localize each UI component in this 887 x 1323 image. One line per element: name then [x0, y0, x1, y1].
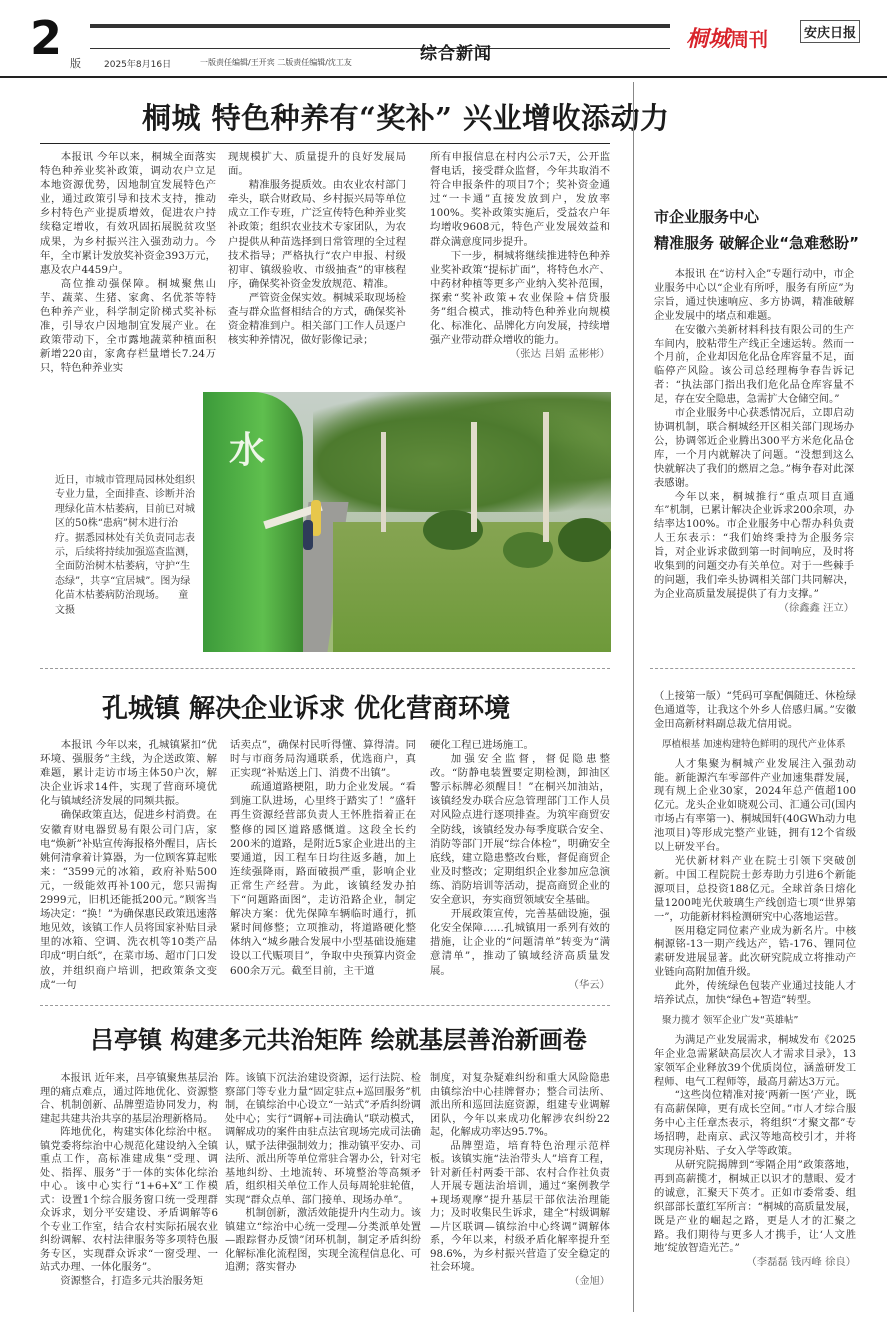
news-photo — [203, 392, 611, 652]
byline: （李磊磊 钱丙峰 徐良） — [746, 1256, 856, 1269]
article1-col3 — [430, 150, 610, 361]
section-title: 综合新闻 — [420, 44, 492, 64]
paragraph: 确保政策直达，促进乡村消费。在安徽育财电器贸易有限公司门店，家电“焕新”补贴宣传海报格外醒目，店长姚何清拿着计算器，为一位顾客算起账来：“3599元的冰箱，政府补贴500元，一级能效再补100元，您只需掏2999元，旧机还能抵200元。”顾客当场决定：“换！”为确保惠民政策迅速落地见效，该镇工作人员将国家补贴目录里的冰箱、空调、洗衣机等10类产品印成“明白纸”，在菜市场、超市门口发放，并组织商户培训，把政策条文变成“一句 — [40, 809, 217, 991]
paragraph: 现规模扩大、质量提升的良好发展局面。 — [228, 151, 406, 178]
paragraph: 机制创新，激活效能提升内生动力。该镇建立“综治中心统一受理—分类派单处置—跟踪督办反馈”闭环机制，制定矛盾纠纷化解标准化流程图，实现全流程信息化、可追溯；落实督办 — [225, 1208, 421, 1273]
worker — [303, 520, 313, 550]
article2-col1 — [40, 738, 217, 992]
sidebar2-body — [654, 690, 856, 1270]
byline: （华云） — [568, 978, 610, 991]
paragraph: 医用稳定同位素产业成为新名片。中核桐源铭-13一期产线达产，锆-176、锂同位素研发进展显著。此次研究院成立将推动产业链向高附加值升级。 — [654, 924, 856, 979]
brand-name: 桐城 — [686, 26, 731, 52]
paragraph: 高位推动强保障。桐城聚焦山芋、蔬菜、生猪、家禽、名优茶等特色种养产业，科学制定阶梯式奖补标准，引导农户因地制宜发展产业。在政策带动下，全市露地蔬菜种植面积新增220亩，家禽存栏量增长7.24万只，特色种养业实 — [40, 277, 216, 375]
paragraph: 光伏新材料产业在院士引领下突破创新。中国工程院院士彭寿助力引进6个新能源项目，总投资188亿元。全球首条日熔化量1200吨光伏玻璃生产线创造七项“世界第一”，功能新材料检测研究中心落地运营。 — [654, 854, 856, 923]
sidebar1-title-line1: 市企业服务中心 — [654, 208, 760, 226]
paragraph: 本报讯 在“访村入企”专题行动中，市企业服务中心以“企业有所呼，服务有所应”为宗旨，通过快速响应、多方协调，精准破解企业发展中的堵点和难题。 — [654, 268, 854, 322]
masthead-underline — [0, 76, 887, 78]
article1-headline: 桐城 特色种养有“奖补” 兴业增收添动力 — [142, 101, 670, 135]
article1-rule — [40, 143, 610, 144]
article3-col3 — [430, 1072, 610, 1288]
masthead-rule-bottom — [90, 48, 670, 49]
paragraph: 本报讯 今年以来，孔城镇紧扣“优环境、强服务”主线，为企送政策、解难题，累计走访市场主体50户次，解决企业诉求14件，实现了营商环境优化与镇域经济发展的同频共振。 — [40, 739, 217, 808]
sidebar2-section2-title: 聚力揽才 领军企业广发“英雄帖” — [662, 1014, 799, 1026]
paragraph: 阵。该镇下沉法治建设资源，运行法院、检察部门等专业力量“固定驻点+巡回服务”机制，在镇综治中心设立“一站式”矛盾纠纷调处中心；实行“调解+司法确认”联动模式，调解成功的案件由驻点法官现场完成司法确认，赋予法律强制效力；推动镇平安办、司法所、派出所等单位常驻合署办公，针对宅基地纠纷、土地流转、环境整治等高频矛盾，组织相关单位工作人员每周轮驻轮值，实现“群众点单、部门接单、现场办单”。 — [225, 1073, 421, 1206]
sidebar2-lead: （上接第一版）“凭码可享配偶随迁、休检绿色通道等，让我这个外乡人倍感归属。”安徽金田高新材料副总裁尤信用说。 — [654, 690, 856, 730]
masthead-rule-top — [90, 24, 670, 28]
article3-col1 — [40, 1072, 218, 1288]
article1-col1 — [40, 150, 216, 376]
paragraph: 所有申报信息在村内公示7天，公开监督电话，接受群众监督，今年共取消不符合申报条件的项目7个；奖补资金通过“一卡通”直接发放到户，发放率100%。奖补政策实施后，受益农户年均增收9608元，特色产业发展效益和群众满意度同步提升。 — [430, 151, 610, 248]
paragraph: 本报讯 近年来，吕亭镇聚焦基层治理的痛点难点，通过阵地优化、资源整合、机制创新、品牌塑造协同发力，构建起共建共治共享的基层治理新格局。 — [40, 1073, 218, 1125]
photo-caption — [55, 474, 195, 618]
masthead — [0, 0, 887, 80]
paragraph: 在安徽六美新材料科技有限公司的生产车间内，胶粘带生产线正全速运转。然而一个月前，企业却因危化品仓库容量不足，面临停产风险。该公司总经理梅争春告诉记者：“执法部门指出我们危化品仓库容量不足，存在安全隐患，急需扩大仓储空间。” — [654, 323, 854, 406]
page-unit: 版 — [70, 57, 81, 70]
article3-col2 — [225, 1072, 421, 1275]
paragraph: 从研究院揭牌到“零隔企用”政策落地，再到高薪揽才，桐城正以识才的慧眼、爱才的诚意，汇聚天下英才。正如市委常委、组织部部长董红军所言：“桐城的高质量发展，既是产业的崛起之路，更是人才的汇聚之路。我们期待与更多人才携手，让‘人文胜地’绽放智造光芒。” — [654, 1159, 856, 1255]
sidebar1-title-line2: 精准服务 破解企业“急难愁盼” — [654, 234, 859, 252]
paragraph: 下一步，桐城将继续推进特色种养业奖补政策“提标扩面”，将特色水产、中药材种植等更多产业纳入奖补范围，探索“奖补政策+农业保险+信贷服务”组合模式，推动特色种养业向规模化、标准化、品牌化方向发展，持续增强产业带动群众增收的能力。 — [430, 249, 610, 347]
truck-sign: 水 — [229, 430, 266, 471]
column-divider — [633, 82, 634, 1312]
tree-canopy — [313, 392, 611, 512]
paragraph: 为满足产业发展需求，桐城发布《2025年企业急需紧缺高层次人才需求目录》，13家领军企业释放39个优质岗位，涵盖研发工程师、电气工程师等，最高月薪达3万元。 — [654, 1033, 856, 1088]
brand-logo — [686, 22, 768, 52]
paragraph: 市企业服务中心获悉情况后，立即启动协调机制，联合桐城经开区相关部门现场办公，协调邻近企业腾出300平方米危化品仓库，一个月内就解决了问题。“没想到这么快就解决了我们的燃眉之急。”梅争春对此深表感谢。 — [654, 407, 854, 489]
paragraph: 加强安全监督，督促隐患整改。“防静电装置要定期检测，卸油区警示标牌必须醒目！”在桐兴加油站，该镇经发办联合应急管理部门工作人员对风险点进行逐项排查。为筑牢商贸安全防线，该镇经发办每季度联合安全、消防等部门开展“综合体检”，明确安全底线，建立隐患整改台账，督促商贸企业及时整改；定期组织企业参加应急演练、消防培训等活动，提高商贸企业的安全意识，夯实商贸领域安全基础。 — [430, 753, 610, 907]
paragraph: 疏通道路梗阻，助力企业发展。“看到施工队进场，心里终于踏实了！”盛轩再生资源经营部负责人王怀胜指着正在整修的园区道路感慨道。这段全长约200米的道路，是附近5家企业进出的主要通道，因工程车日均往返多趟，加上连续强降雨，路面破损严重，影响企业正常生产经营。为此，该镇经发办拍下“问题路面图”，走访沿路企业，制定解决方案：优先保障车辆临时通行，抓紧时间修整；立项推动，将道路硬化整体纳入“城乡融合发展中小型基础设施建设以工代赈项目”，争取中央预算内资金600余万元。截至目前，主干道 — [230, 781, 416, 977]
paragraph: 资源整合，打造多元共治服务矩 — [60, 1275, 204, 1287]
paragraph: 今年以来，桐城推行“重点项目直通车”机制，已累计解决企业诉求200余项，办结率达100%。市企业服务中心帮办科负责人王东表示：“我们始终秉持为企服务宗旨，对企业诉求做到第一时间响应，及时将收集到的问题交办有关单位。对于一些棘手的问题，我们牵头协调相关部门共同解决，为企业高质量发展提供了有力支撑。” — [654, 490, 854, 600]
byline: （徐鑫鑫 汪立） — [778, 601, 854, 614]
paragraph: 阵地优化，构建实体化综治中枢。镇党委将综治中心规范化建设纳入全镇重点工作，高标准建成集“受理、调处、指挥、服务”于一体的实体化综治中心。该中心实行“1+6+X”工作模式：设置1个综合服务窗口统一受理群众诉求，划分平安建设、矛盾调解等6个专业工作室，结合农村实际拓展农业纠纷调解、农村法律服务等多项特色服务专区，实现群众诉求“一窗受理、一站式办理、一体化服务”。 — [40, 1127, 218, 1273]
masthead-date: 2025年8月16日 — [104, 60, 172, 70]
photo-credit: 童文摄 — [55, 590, 189, 616]
caption-text: 近日，市城市管理局园林处组织专业力量，全面排查、诊断并治理绿化苗木枯萎病，目前已对城区的50株“患病”树木进行治疗。据悉园林处有关负责同志表示，后续将持续加强巡查监测，全面防治树木枯萎病，守护“生态绿”，共享“宜居城”。图为绿化苗木枯萎病防治现场。 — [55, 475, 195, 602]
article2-col3 — [430, 738, 610, 992]
article3-headline: 吕亭镇 构建多元共治矩阵 绘就基层善治新画卷 — [90, 1025, 587, 1054]
brand-suffix: 周刊 — [730, 29, 769, 51]
paragraph: 精准服务提质效。由农业农村部门牵头，联合财政局、乡村振兴局等单位成立工作专班，广泛宣传特色种养业奖补政策；组织农业技术专家团队，为农户提供从种苗选择到日常管理的全过程技术指导；严格执行“农户申报、村级初审、镇级验收、市级抽查”的审核程序，确保奖补资金发放规范、精准。 — [228, 179, 406, 290]
page-number: 2 — [30, 11, 63, 65]
paragraph: 开展政策宣传，完善基础设施，强化安全保障……孔城镇用一系列有效的措施，让企业的“问题清单”转变为“满意清单”，推动了镇域经济高质量发展。 — [430, 908, 610, 977]
article1-col2 — [228, 150, 406, 347]
paragraph: 严管资金保实效。桐城采取现场检查与群众监督相结合的方式，确保奖补资金精准到户。相关部门工作人员逐户核实种养情况，做好影像记录； — [228, 291, 406, 347]
byline: （金旭） — [569, 1275, 610, 1287]
paragraph: 此外，传统绿色包装产业通过技能人才培养试点，加快“绿色+智造”转型。 — [654, 980, 856, 1007]
section-divider — [40, 668, 610, 669]
sidebar2-section1-title: 厚植根基 加速构建特色鲜明的现代产业体系 — [662, 738, 846, 750]
paragraph: 品牌塑造，培育特色治理示范样板。该镇实施“法治带头人”培育工程，针对新任村两委干部、农村合作社负责人开展专题法治培训，通过“案例教学+现场观摩”提升基层干部依法治理能力；及时收集民生诉求，建全“村级调解—片区联调—镇综治中心终调”调解体系，今年以来，村级矛盾化解率提升至98.6%，为乡村振兴营造了安全稳定的社会环境。 — [430, 1140, 610, 1273]
newspaper-name: 安庆日报 — [800, 20, 860, 43]
article2-col2 — [230, 738, 416, 978]
sidebar1-body — [654, 268, 854, 616]
paragraph: 制度，对复杂疑难纠纷和重大风险隐患由镇综治中心挂牌督办；整合司法所、派出所和巡回法庭资源，组建专业调解团队，今年以来成功化解涉农纠纷22起，化解成功率达95.7%。 — [430, 1073, 610, 1138]
masthead-editors: 一版责任编辑/王开宾 二版责任编辑/沈工友 — [200, 58, 352, 67]
section-divider — [650, 668, 855, 669]
paragraph: “这些岗位精准对接‘两新一医’产业，既有高薪保障，更有成长空间。”市人才综合服务中心主任章杰表示，将组织“才聚文都”专场招聘，赴南京、武汉等地高校引才，并将实现房补贴、子女入学等政策。 — [654, 1089, 856, 1158]
byline: （张达 吕娟 孟彬彬） — [509, 348, 610, 361]
section-divider — [40, 1005, 610, 1006]
paragraph: 话卖点”，确保村民听得懂、算得清。同时与市商务局沟通联系，优选商户，真正实现“补贴送上门、消费不出镇”。 — [230, 739, 416, 780]
paragraph: 本报讯 今年以来，桐城全面落实特色种养业奖补政策，调动农户立足本地资源优势，因地制宜发展特色产业，通过政策引导和技术支持，推动乡村特色产业提质增效，促进农户持续稳定增收，有效巩固拓展脱贫攻坚成果，为乡村振兴注入强劲动力。今年，全市累计发放奖补资金393万元，惠及农户4459户。 — [40, 151, 216, 276]
article2-headline: 孔城镇 解决企业诉求 优化营商环境 — [102, 694, 511, 724]
paragraph: 人才集聚为桐城产业发展注入强劲动能。新能源汽车零部件产业加速集群发展，现有规上企业30家，2024年总产值超100亿元。龙头企业如晓观公司、汇通公司(国内市场占有率第一)、桐城国轩(40GWh动力电池项目)等形成完整产业链，拥有12个省级以上研发平台。 — [654, 757, 856, 854]
paragraph: 硬化工程已进场施工。 — [430, 739, 534, 751]
